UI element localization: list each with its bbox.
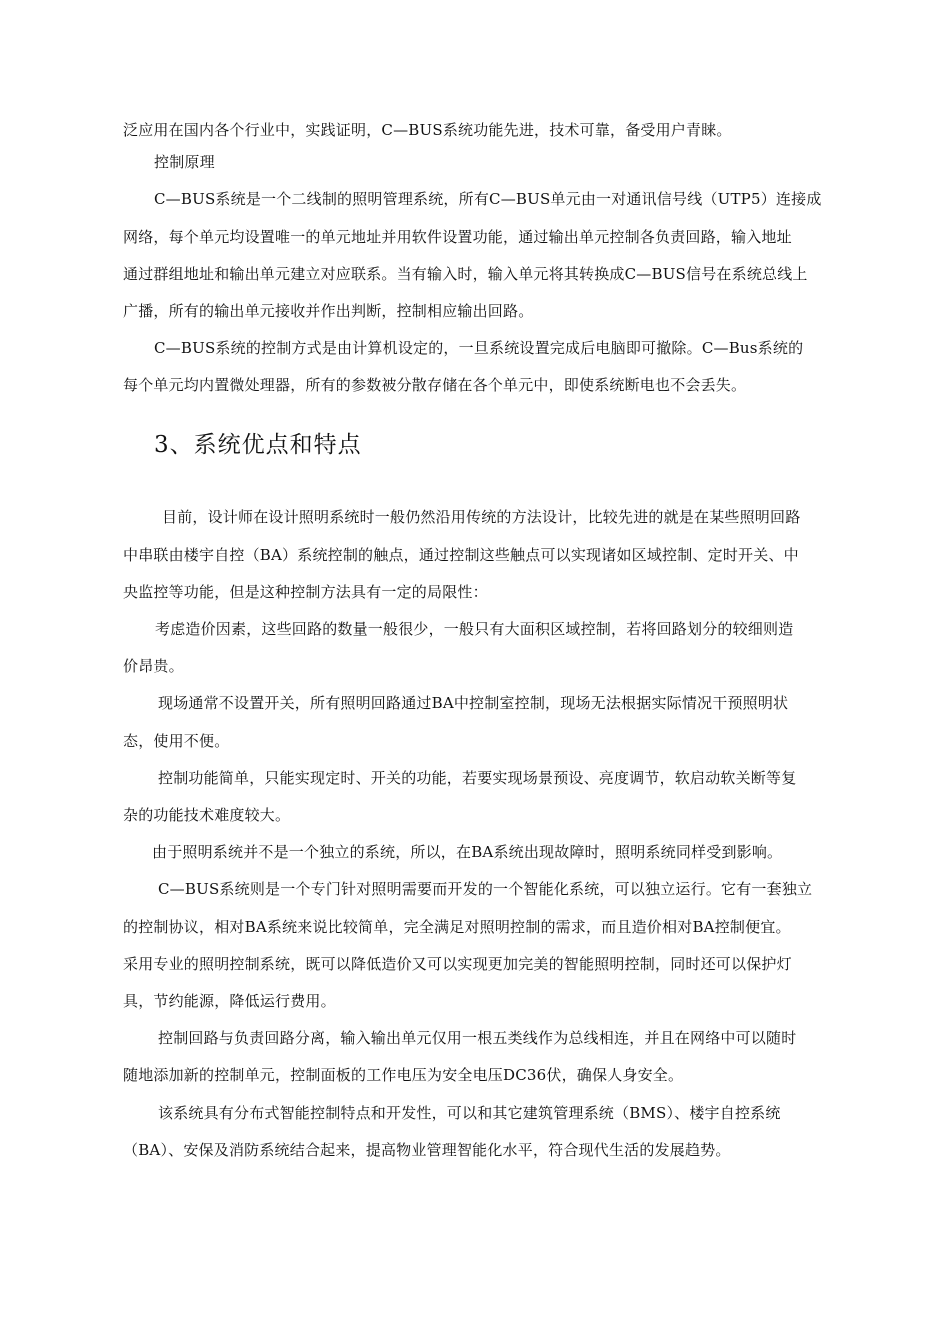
paragraph-line: 控制功能简单，只能实现定时、开关的功能，若要实现场景预设、亮度调节，软启动软关断等复 bbox=[158, 769, 797, 787]
paragraph-line: 价昂贵。 bbox=[123, 657, 184, 675]
paragraph-line: 具，节约能源，降低运行费用。 bbox=[123, 992, 336, 1010]
paragraph-line: C—BUS系统的控制方式是由计算机设定的，一旦系统设置完成后电脑即可撤除。C—Bus系统的 bbox=[154, 339, 804, 357]
paragraph-line: 每个单元均内置微处理器，所有的参数被分散存储在各个单元中，即使系统断电也不会丢失。 bbox=[123, 376, 747, 394]
paragraph-line: 由于照明系统并不是一个独立的系统，所以，在BA系统出现故障时，照明系统同样受到影响。 bbox=[152, 843, 783, 861]
paragraph-line: 目前，设计师在设计照明系统时一般仍然沿用传统的方法设计，比较先进的就是在某些照明回路 bbox=[162, 508, 801, 526]
paragraph-line: 网络，每个单元均设置唯一的单元地址并用软件设置功能，通过输出单元控制各负责回路，输入地址 bbox=[123, 228, 792, 246]
control-principle-subheading: 控制原理 bbox=[154, 153, 215, 171]
paragraph-line: 随地添加新的控制单元，控制面板的工作电压为安全电压DC36伏，确保人身安全。 bbox=[123, 1066, 684, 1084]
paragraph-line: 控制回路与负责回路分离，输入输出单元仅用一根五类线作为总线相连，并且在网络中可以随时 bbox=[158, 1029, 797, 1047]
paragraph-line: 考虑造价因素，这些回路的数量一般很少，一般只有大面积区域控制，若将回路划分的较细则造 bbox=[155, 620, 794, 638]
paragraph-line: 广播，所有的输出单元接收并作出判断，控制相应输出回路。 bbox=[123, 302, 534, 320]
paragraph-line: C—BUS系统是一个二线制的照明管理系统，所有C—BUS单元由一对通讯信号线（UTP5）连接成 bbox=[154, 190, 822, 208]
paragraph-line: 通过群组地址和输出单元建立对应联系。当有输入时，输入单元将其转换成C—BUS信号在系统总线上 bbox=[123, 265, 808, 283]
paragraph-line: C—BUS系统则是一个专门针对照明需要而开发的一个智能化系统，可以独立运行。它有一套独立 bbox=[158, 880, 813, 898]
paragraph-line: 态，使用不便。 bbox=[123, 732, 230, 750]
intro-line: 泛应用在国内各个行业中，实践证明，C—BUS系统功能先进，技术可靠，备受用户青睐。 bbox=[123, 121, 732, 139]
paragraph-line: 采用专业的照明控制系统，既可以降低造价又可以实现更加完美的智能照明控制，同时还可以保护灯 bbox=[123, 955, 792, 973]
paragraph-line: 该系统具有分布式智能控制特点和开发性，可以和其它建筑管理系统（BMS）、楼宇自控系统 bbox=[158, 1104, 781, 1122]
paragraph-line: 杂的功能技术难度较大。 bbox=[123, 806, 291, 824]
paragraph-line: 现场通常不设置开关，所有照明回路通过BA中控制室控制，现场无法根据实际情况干预照明状 bbox=[158, 694, 789, 712]
section-heading: 3、系统优点和特点 bbox=[154, 432, 362, 458]
paragraph-line: 央监控等功能，但是这种控制方法具有一定的局限性： bbox=[123, 583, 488, 601]
paragraph-line: 的控制协议，相对BA系统来说比较简单，完全满足对照明控制的需求，而且造价相对BA控制便宜。 bbox=[123, 918, 791, 936]
paragraph-line: （BA）、安保及消防系统结合起来，提高物业管理智能化水平，符合现代生活的发展趋势。 bbox=[123, 1141, 731, 1159]
paragraph-line: 中串联由楼宇自控（BA）系统控制的触点，通过控制这些触点可以实现诸如区域控制、定时开关、中 bbox=[123, 546, 799, 564]
